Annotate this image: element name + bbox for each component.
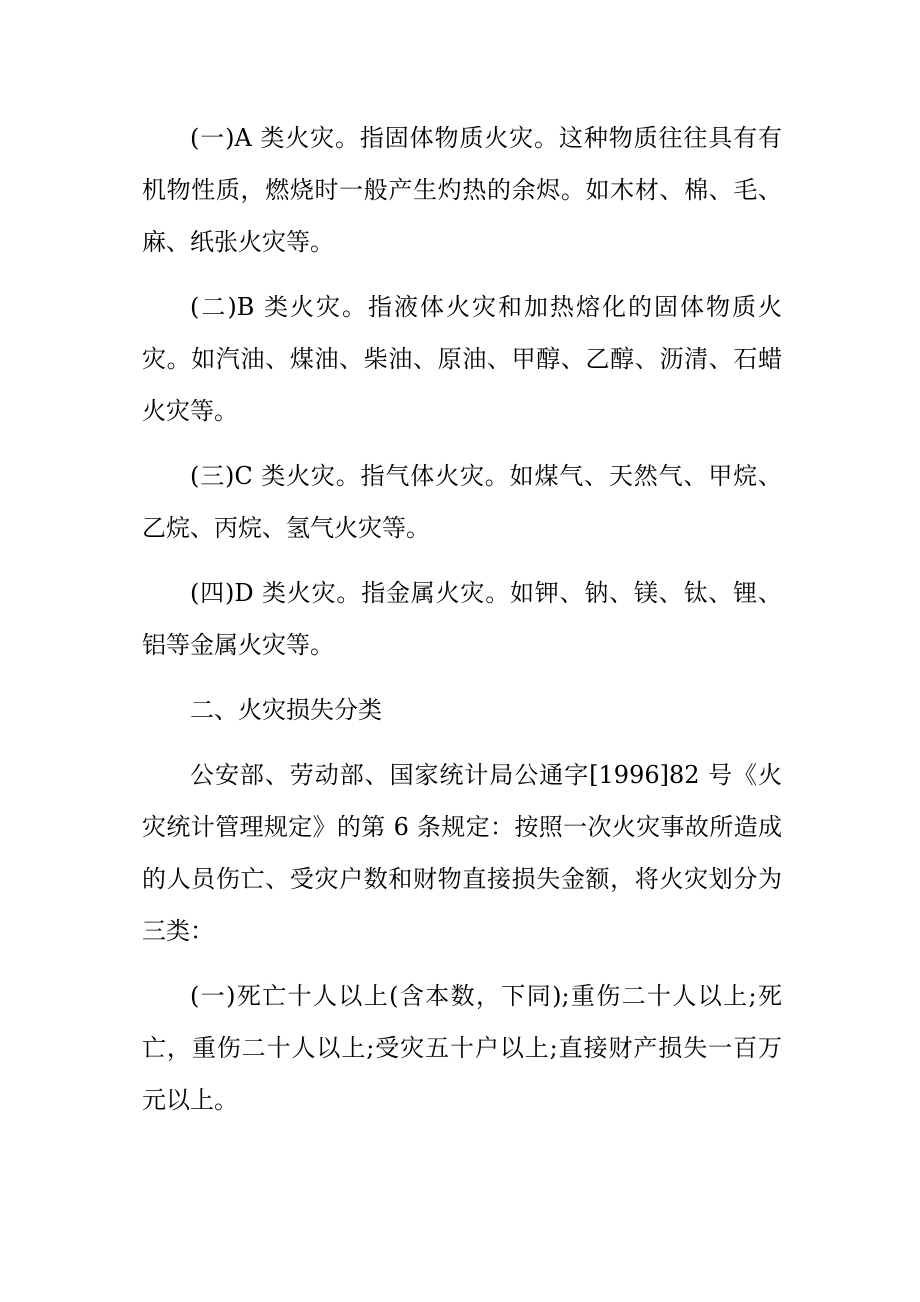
paragraph-loss-category-one: (一)死亡十人以上(含本数，下同);重伤二十人以上;死亡，重伤二十人以上;受灾五十户以上;直接财产损失一百万元以上。 (142, 982, 782, 1114)
section-heading-fire-loss-classification: 二、火灾损失分类 (190, 696, 382, 724)
document-page (142, 112, 782, 1139)
paragraph-class-a-fire: (一)A 类火灾。指固体物质火灾。这种物质往往具有有机物性质，燃烧时一般产生灼热的余烬。如木材、棉、毛、麻、纸张火灾等。 (142, 124, 782, 256)
paragraph-regulation: 公安部、劳动部、国家统计局公通字[1996]82 号《火灾统计管理规定》的第 6 条规定：按照一次火灾事故所造成的人员伤亡、受灾户数和财物直接损失金额，将火灾划分为三类： (142, 761, 782, 945)
paragraph-class-b-fire: (二)B 类火灾。指液体火灾和加热熔化的固体物质火灾。如汽油、煤油、柴油、原油、甲醇、乙醇、沥清、石蜡火灾等。 (142, 293, 782, 425)
paragraph-class-c-fire: (三)C 类火灾。指气体火灾。如煤气、天然气、甲烷、乙烷、丙烷、氢气火灾等。 (142, 462, 782, 542)
paragraph-class-d-fire: (四)D 类火灾。指金属火灾。如钾、钠、镁、钛、锂、铝等金属火灾等。 (142, 579, 782, 659)
